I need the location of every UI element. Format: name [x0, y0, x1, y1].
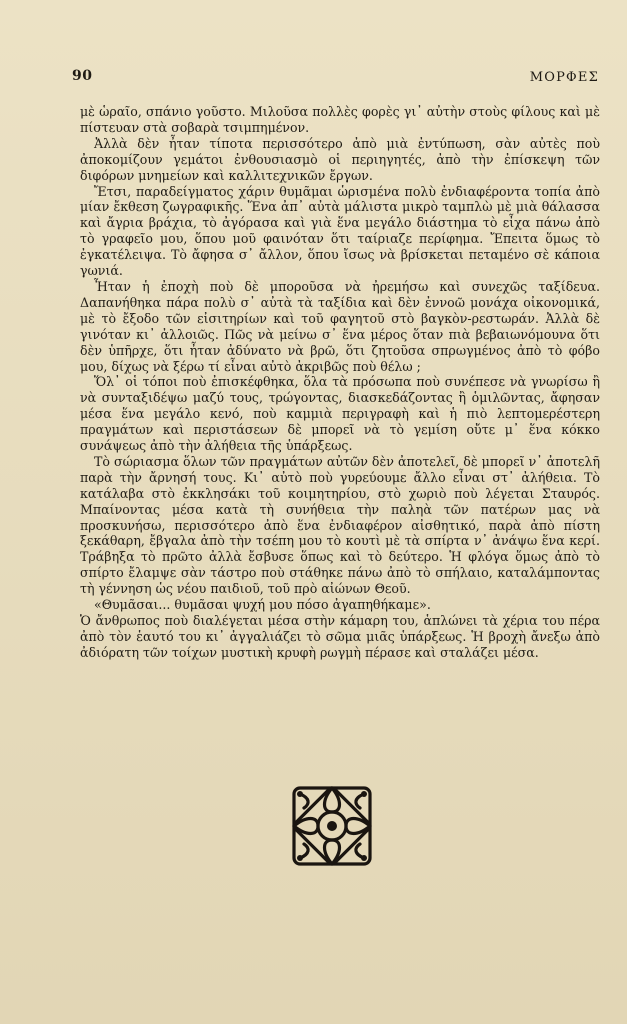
paragraph: Ὁ ἄνθρωπος ποὺ διαλέγεται μέσα στὴν κάμαρη του, ἁπλώνει τὰ χέρια του πέρα ἀπὸ τὸν ἑαυτό του κι᾽ ἀγγαλιάζει τὸ σῶμα μιᾶς ὑπάρξεως. Ἡ βροχὴ ἄνεξω ἀπὸ ἀδιόρατη τῶν τοίχων μυστικὴ κρυφὴ ρωγμὴ πέρασε καὶ σταλάζει μέσα.	[80, 613, 600, 660]
decorative-knot-ornament-icon	[288, 782, 376, 870]
paragraph: «Θυμᾶσαι... θυμᾶσαι ψυχή μου πόσο ἀγαπηθήκαμε».	[94, 597, 431, 613]
paragraph: Ἦταν ἡ ἐποχὴ ποὺ δὲ μποροῦσα νὰ ἠρεμήσω καὶ συνεχῶς ταξίδευα. Δαπανήθηκα πάρα πολὺ σ᾽ αὐτὰ τὰ ταξίδια καὶ δὲν ἐννοῶ μονάχα οἰκονομικά, μὲ τὸ ἔξοδο τῶν εἰσιτηρίων καὶ τοῦ φαγητοῦ στὸ βαγκὸν-ρεστωράν. Ἀλλὰ δὲ γινόταν κι᾽ ἀλλοιῶς. Πῶς νὰ μείνω σ᾽ ἕνα μέρος ὅταν πιὰ βεβαιωνόμουνα ὅτι δὲν ὑπῆρχε, ὅτι ἦταν ἀδύνατο νὰ βρῶ, ὅτι ζητοῦσα σπρωγμένος ἀπὸ τὸ φόβο μου, δίχως νὰ ξέρω τί εἶναι αὐτὸ ἀκριβῶς ποὺ θέλω ;	[80, 278, 600, 374]
paragraph: Ἔτσι, παραδείγματος χάριν θυμᾶμαι ὡρισμένα πολὺ ἐνδιαφέροντα τοπία ἀπὸ μίαν ἔκθεση ζωγραφικῆς. Ἕνα ἀπ᾽ αὐτὰ μάλιστα μικρὸ ταμπλὼ μὲ μιὰ θάλασσα καὶ ἄγρια βράχια, τὸ ἀγόρασα καὶ γιὰ ἕνα μεγάλο διάστημα τὸ εἶχα πάνω ἀπὸ τὸ γραφεῖο μου, ὅπου μοῦ φαινόταν ὅτι ταίριαζε περίφημα. Ἔπειτα ὅμως τὸ ἐγκατέλειψα. Τὸ ἄφησα σ᾽ ἄλλον, ὅπου ἴσως νὰ βρίσκεται πεταμένο σὲ κάποια γωνιά.	[80, 183, 600, 279]
page-number: 90	[72, 68, 93, 84]
paragraph: Ὅλ᾽ οἱ τόποι ποὺ ἐπισκέφθηκα, ὅλα τὰ πρόσωπα ποὺ συνέπεσε νὰ γνωρίσω ἢ νὰ συνταξιδέψω μαζύ τους, τρώγοντας, διασκεδάζοντας ἢ ὁμιλῶντας, ἄφησαν μέσα ἕνα μεγάλο κενό, ποὺ καμμιὰ περιγραφὴ καὶ ἡ πιὸ λεπτομερέστερη πραγμάτων καὶ περιστάσεων δὲ μπορεῖ νὰ τὸ γεμίση οὔτε μ᾽ ἕνα κόκκο συνάψεως ἀπὸ τὴν ἀλήθεια τῆς ὑπάρξεως.	[80, 374, 600, 454]
body-text	[80, 104, 600, 661]
paragraph: Τὸ σώριασμα ὅλων τῶν πραγμάτων αὐτῶν δὲν ἀποτελεῖ, δὲ μπορεῖ ν᾽ ἀποτελῆ παρὰ τὴν ἄρνησή τους. Κι᾽ αὐτὸ ποὺ γυρεύουμε ἄλλο εἶναι στ᾽ ἀλήθεια. Τὸ κατάλαβα στὸ ἐκκλησάκι τοῦ κοιμητηρίου, στὸ χωριὸ ποὺ λέγεται Σταυρός. Μπαίνοντας μέσα κατὰ τὴ συνήθεια τὴν παληὰ τῶν πατέρων μας νὰ προσκυνήσω, περισσότερο ἀπὸ ἕνα ἐνδιαφέρον αἰσθητικό, παρὰ ἀπὸ πίστη ξεκάθαρη, ἔβγαλα ἀπὸ τὴν τσέπη μου τὸ κουτὶ μὲ τὰ σπίρτα ν᾽ ἀνάψω ἕνα κερί. Τράβηξα τὸ πρῶτο ἀλλὰ ἔσβυσε ὅπως καὶ τὸ δεύτερο. Ἡ φλόγα ὅμως ἀπὸ τὸ σπίρτο ἔλαμψε σὰν τάστρο ποὺ στάθηκε πάνω ἀπὸ τὸ σπήλαιο, καταλάμποντας τὴ γέννηση ὡς νέου παιδιοῦ, τοῦ πρὸ αἰώνων Θεοῦ.	[80, 453, 600, 597]
paragraph: Ἀλλὰ δὲν ἦταν τίποτα περισσότερο ἀπὸ μιὰ ἐντύπωση, σὰν αὐτὲς ποὺ ἀποκομίζουν γεμάτοι ἐνθουσιασμὸ οἱ περιηγητές, ἀπὸ τὴν ἐπίσκεψη τῶν διφόρων μνημείων καὶ καλλιτεχνικῶν ἔργων.	[80, 135, 600, 183]
running-title: ΜΟΡΦΕΣ	[529, 70, 599, 85]
paragraph: μὲ ὡραῖο, σπάνιο γοῦστο. Μιλοῦσα πολλὲς φορὲς γι᾽ αὐτὴν στοὺς φίλους καὶ μὲ πίστευαν στὰ σοβαρὰ τσιμπημένον.	[80, 104, 600, 135]
